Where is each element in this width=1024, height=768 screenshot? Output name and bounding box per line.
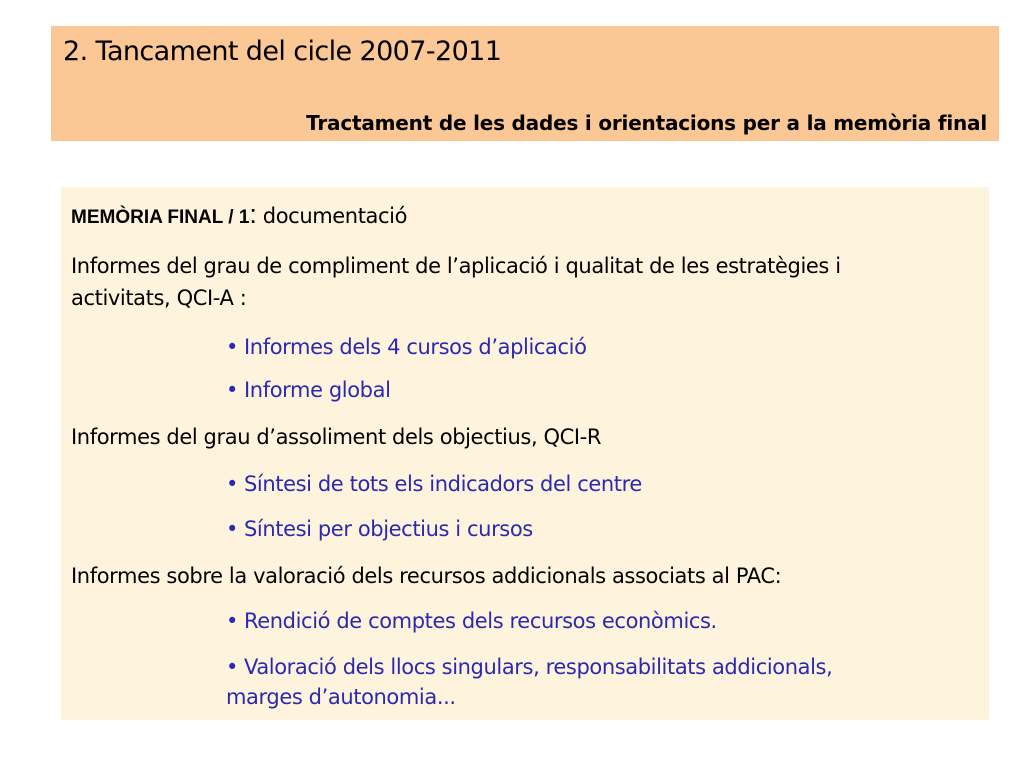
list-item <box>226 472 642 496</box>
list-item <box>226 517 533 541</box>
bullet-icon: • <box>226 517 238 541</box>
list-item-text: Informe global <box>244 378 391 402</box>
bullet-icon: • <box>226 655 238 679</box>
title-banner <box>51 26 999 141</box>
group-heading-continuation: activitats, QCI-A : <box>71 286 247 310</box>
bullet-icon: • <box>226 335 238 359</box>
section-heading <box>71 199 407 230</box>
bullet-icon: • <box>226 472 238 496</box>
list-item-text: Síntesi per objectius i cursos <box>244 517 533 541</box>
page-subtitle: Tractament de les dades i orientacions per a la memòria final <box>306 111 987 135</box>
list-item <box>226 335 587 359</box>
list-item <box>226 655 832 679</box>
list-item <box>226 609 717 633</box>
list-item <box>226 378 391 402</box>
list-item-text: Síntesi de tots els indicadors del centre <box>244 472 642 496</box>
page-title: 2. Tancament del cicle 2007-2011 <box>63 36 502 67</box>
section-label: MEMÒRIA FINAL / 1 <box>71 207 250 228</box>
section-colon: : <box>249 199 257 229</box>
list-item-text: Valoració dels llocs singulars, responsabilitats addicionals, <box>244 655 833 679</box>
group-heading: Informes sobre la valoració dels recursos addicionals associats al PAC: <box>71 564 782 588</box>
bullet-icon: • <box>226 378 238 402</box>
list-item-text: Rendició de comptes dels recursos econòmics. <box>244 609 717 633</box>
group-heading: Informes del grau d’assoliment dels objectius, QCI-R <box>71 425 602 449</box>
content-panel <box>61 187 989 720</box>
list-item-continuation: marges d’autonomia... <box>226 685 456 709</box>
bullet-icon: • <box>226 609 238 633</box>
section-topic: documentació <box>262 204 408 228</box>
group-heading: Informes del grau de compliment de l’aplicació i qualitat de les estratègies i <box>71 254 841 278</box>
list-item-text: Informes dels 4 cursos d’aplicació <box>244 335 587 359</box>
